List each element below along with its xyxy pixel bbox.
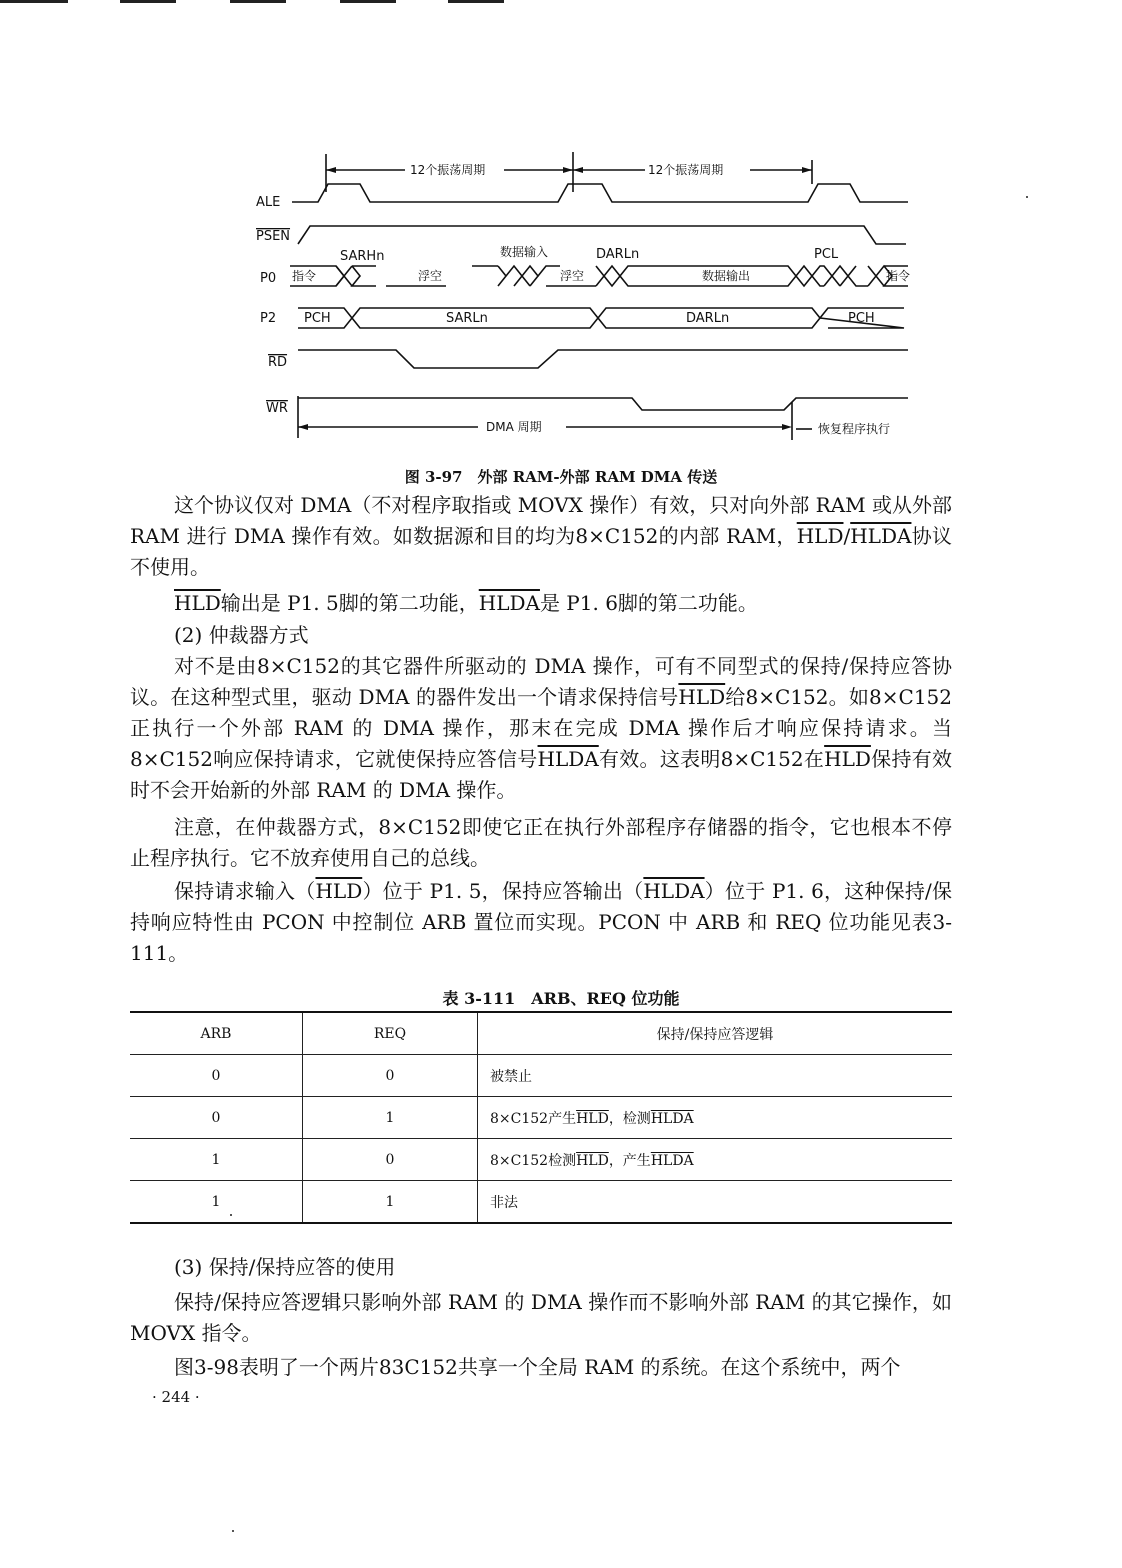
p0-label: 数据输出 [702, 269, 751, 283]
p0-label: PCL [814, 247, 839, 262]
table-caption: 表 3-111 ARB、REQ 位功能 [442, 989, 680, 1008]
period-label: 12个振荡周期 [648, 163, 724, 177]
paragraph: 这个协议仅对 DMA（不对程序取指或 MOVX 操作）有效，只对向外部 RAM 或从外部 RAM 进行 DMA 操作有效。如数据源和目的均为8×C152的内部 RAM，$\overline{HLD}$/HLDA协议不使用。 [130, 493, 953, 579]
scan-rule [230, 0, 286, 3]
p0-label: 浮空 [418, 269, 443, 283]
req-cell: 1 [303, 1097, 478, 1139]
p2-label: PCH [848, 311, 875, 326]
req-cell: 0 [303, 1139, 478, 1181]
scan-rule [120, 0, 176, 3]
timing-diagram [240, 148, 940, 448]
section-heading: (3) 保持/保持应答的使用 [174, 1255, 396, 1279]
arb-cell: 1 [130, 1181, 303, 1224]
signal-label-ale: ALE [256, 195, 281, 210]
scan-speck [1026, 196, 1028, 198]
arb-cell: 1 [130, 1139, 303, 1181]
paragraph: 对不是由8×C152的其它器件所驱动的 DMA 操作，可有不同型式的保持/保持应答协议。在这种型式里，驱动 DMA 的器件发出一个请求保持信号$\overline{HLD}$给8×C152。如8×C152正执行一个外部 RAM 的 DMA 操作，那末在完成 DMA 操作后才响应保持请求。当8×C152响应保持请求，它就使保持应答信号HLDA有效。这表明8×C152在$\overline{HLD}$保持有效时不会开始新的外部 RAM 的 DMA 操作。 [130, 654, 952, 802]
arb-req-table [130, 1011, 952, 1224]
req-cell: 1 [303, 1181, 478, 1224]
paragraph: 图3-98表明了一个两片83C152共享一个全局 RAM 的系统。在这个系统中，两个 [174, 1355, 901, 1379]
scan-rule [448, 0, 504, 3]
paragraph: 注意，在仲裁器方式，8×C152即使它正在执行外部程序存储器的指令，它也根本不停止程序执行。它不放弃使用自己的总线。 [130, 815, 952, 870]
resume-label: 恢复程序执行 [818, 422, 891, 436]
p0-label: DARLn [596, 247, 640, 262]
logic-cell: 非法 [478, 1181, 953, 1224]
period-label: 12个振荡周期 [410, 163, 486, 177]
scan-speck [232, 1530, 234, 1532]
signal-label-wr: WR [266, 401, 288, 416]
logic-cell: 8×C152检测$\overline{HLD}$，产生HLDA [478, 1139, 953, 1181]
paragraph: 保持/保持应答逻辑只影响外部 RAM 的 DMA 操作而不影响外部 RAM 的其它操作，如 MOVX 指令。 [130, 1290, 952, 1345]
table-header-row [130, 1012, 952, 1055]
p0-label: SARHn [340, 249, 385, 264]
p0-label: 指令 [886, 269, 911, 283]
paragraph: $\overline{HLD}$输出是 P1. 5脚的第二功能，HLDA是 P1. 6脚的第二功能。 [174, 591, 758, 615]
column-header: REQ [303, 1012, 478, 1055]
scan-speck [230, 1214, 232, 1216]
figure-caption: 图 3-97 外部 RAM-外部 RAM DMA 传送 [404, 468, 718, 486]
req-cell: 0 [303, 1055, 478, 1097]
logic-cell: 8×C152产生$\overline{HLD}$，检测HLDA [478, 1097, 953, 1139]
signal-label-psen: PSEN [256, 229, 291, 244]
dma-period-label: DMA 周期 [486, 420, 542, 434]
column-header: 保持/保持应答逻辑 [478, 1012, 953, 1055]
table-row [130, 1097, 952, 1139]
column-header: ARB [130, 1012, 303, 1055]
p0-label: 浮空 [560, 269, 585, 283]
section-heading: (2) 仲裁器方式 [174, 623, 309, 647]
p2-label: DARLn [686, 311, 730, 326]
page-number: · 244 · [152, 1388, 200, 1406]
table-row [130, 1055, 952, 1097]
arb-cell: 0 [130, 1055, 303, 1097]
table-row [130, 1139, 952, 1181]
table-row [130, 1181, 952, 1224]
signal-label-p2: P2 [260, 311, 277, 326]
p0-label: 数据输入 [500, 245, 549, 259]
p2-label: PCH [304, 311, 331, 326]
paragraph: 保持请求输入$(\overline{HLD})$位于 P1. 5，保持应答输出（HLDA）位于 P1. 6，这种保持/保持响应特性由 PCON 中控制位 ARB 置位而实现。PCON 中 ARB 和 REQ 位功能见表3-111。 [130, 879, 953, 965]
signal-label-p0: P0 [260, 271, 277, 286]
p2-label: SARLn [446, 311, 488, 326]
scan-rule [340, 0, 396, 3]
arb-cell: 0 [130, 1097, 303, 1139]
p0-label: 指令 [292, 269, 317, 283]
scan-rule [0, 0, 68, 3]
signal-label-rd: RD [268, 355, 288, 370]
logic-cell: 被禁止 [478, 1055, 953, 1097]
